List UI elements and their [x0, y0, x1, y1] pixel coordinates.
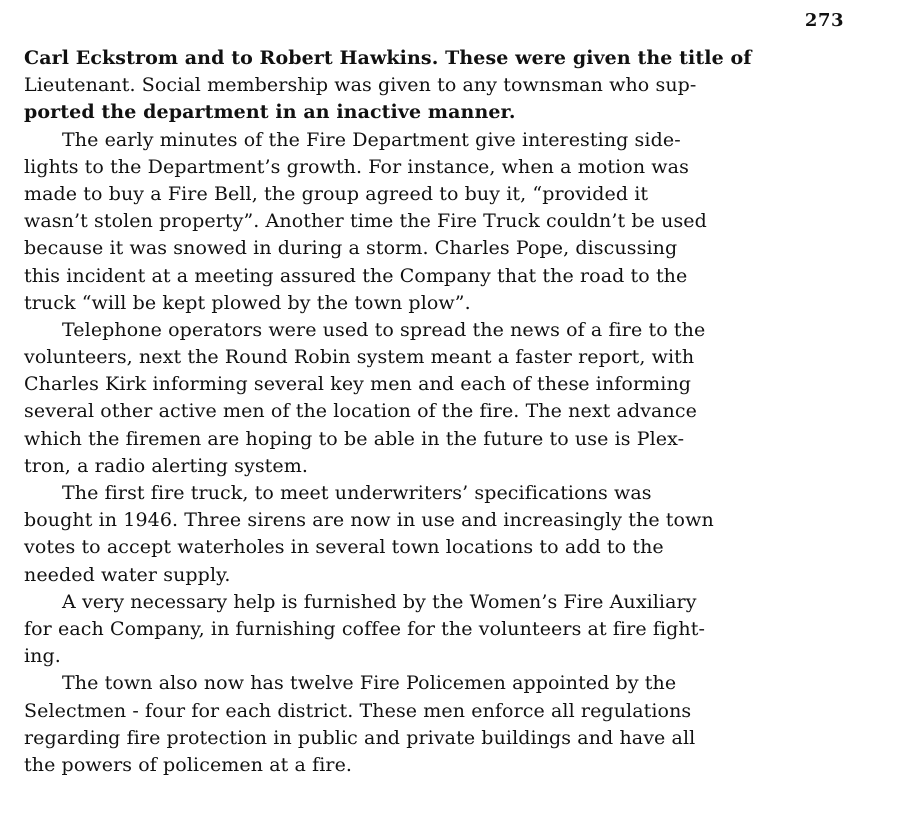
paragraph-start-line: A very necessary help is furnished by the Women’s Fire Auxiliary	[62, 590, 697, 613]
text-line: Charles Kirk informing several key men and each of these informing	[24, 373, 692, 396]
text-line: needed water supply.	[24, 563, 231, 586]
text-line: Selectmen - four for each district. These men enforce all regulations	[24, 699, 692, 722]
paragraph-start-line: The town also now has twelve Fire Policemen appointed by the	[62, 672, 677, 695]
text-line: bought in 1946. Three sirens are now in use and increasingly the town	[24, 509, 714, 532]
text-line: votes to accept waterholes in several town locations to add to the	[24, 536, 664, 559]
text-line: regarding fire protection in public and private buildings and have all	[24, 726, 696, 749]
page-number: 273	[804, 10, 844, 31]
text-line: tron, a radio alerting system.	[24, 454, 309, 477]
text-line: wasn’t stolen property”. Another time the Fire Truck couldn’t be used	[24, 210, 707, 233]
text-line: made to buy a Fire Bell, the group agreed to buy it, “provided it	[24, 182, 649, 205]
text-line: this incident at a meeting assured the Company that the road to the	[24, 264, 688, 287]
paragraph-start-line: The first fire truck, to meet underwriters’ specifications was	[62, 482, 652, 504]
text-line: Lieutenant. Social membership was given to any townsman who sup-	[24, 74, 697, 97]
text-line: Carl Eckstrom and to Robert Hawkins. These were given the title of	[24, 47, 752, 69]
text-line: ported the department in an inactive manner.	[24, 101, 516, 124]
text-line: for each Company, in furnishing coffee for the volunteers at fire fight-	[24, 617, 705, 640]
text-line: ing.	[24, 645, 61, 668]
text-line: several other active men of the location of the fire. The next advance	[24, 400, 697, 423]
text-line: truck “will be kept plowed by the town plow”.	[24, 291, 471, 314]
text-line: which the firemen are hoping to be able in the future to use is Plex-	[24, 427, 685, 450]
body-text	[24, 45, 864, 779]
paragraph-start-line: The early minutes of the Fire Department give interesting side-	[62, 128, 681, 151]
text-line: the powers of policemen at a fire.	[24, 753, 353, 776]
text-line: volunteers, next the Round Robin system meant a faster report, with	[24, 346, 695, 369]
paragraph-start-line: Telephone operators were used to spread the news of a fire to the	[62, 318, 706, 341]
text-line: because it was snowed in during a storm. Charles Pope, discussing	[24, 237, 678, 260]
text-line: lights to the Department’s growth. For instance, when a motion was	[24, 155, 689, 178]
